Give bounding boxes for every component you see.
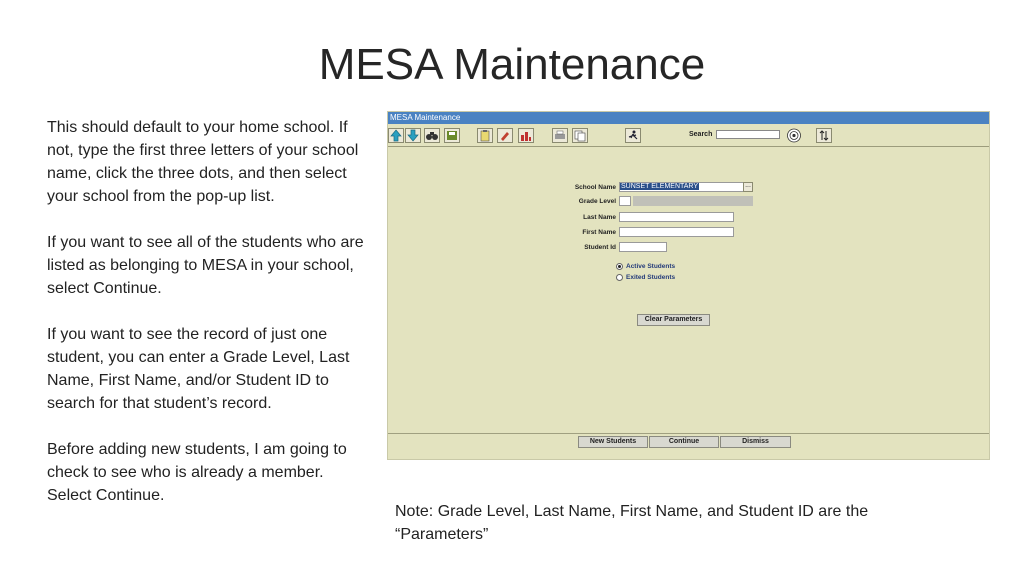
student-id-input[interactable] bbox=[619, 242, 667, 252]
first-name-label: First Name bbox=[582, 229, 616, 236]
arrow-down-icon[interactable] bbox=[405, 128, 421, 143]
window-titlebar bbox=[388, 112, 989, 124]
run-icon[interactable] bbox=[625, 128, 641, 143]
last-name-label: Last Name bbox=[583, 214, 616, 221]
exited-students-label: Exited Students bbox=[626, 274, 676, 282]
search-parameters-form bbox=[388, 148, 989, 433]
parameters-note: Note: Grade Level, Last Name, First Name, and Student ID are the “Parameters” bbox=[395, 503, 869, 543]
search-label: Search bbox=[689, 131, 713, 138]
active-students-radio[interactable] bbox=[616, 263, 675, 270]
active-students-label: Active Students bbox=[626, 263, 676, 271]
print-icon[interactable] bbox=[552, 128, 568, 143]
dismiss-button[interactable]: Dismiss bbox=[720, 436, 791, 448]
student-id-label: Student Id bbox=[584, 244, 616, 251]
school-name-value: SUNSET ELEMENTARY bbox=[621, 183, 699, 190]
target-icon[interactable] bbox=[786, 128, 802, 143]
school-lookup-button[interactable]: ... bbox=[743, 182, 753, 192]
school-name-field[interactable] bbox=[619, 182, 744, 192]
search-input[interactable] bbox=[716, 130, 780, 139]
continue-button[interactable]: Continue bbox=[649, 436, 719, 448]
instruction-paragraph-4: Before adding new students, I am going to check to see who is already a member. Select Continue. bbox=[47, 441, 347, 504]
clear-parameters-button[interactable]: Clear Parameters bbox=[637, 314, 710, 326]
chart-icon[interactable] bbox=[518, 128, 534, 143]
save-icon[interactable] bbox=[444, 128, 460, 143]
grade-level-label: Grade Level bbox=[578, 198, 616, 205]
instruction-paragraph-1: This should default to your home school. If not, type the first three letters of your school name, click the three dots, and then select your school from the pop-up list. bbox=[47, 119, 359, 205]
mesa-maintenance-window bbox=[387, 111, 990, 460]
edit-icon[interactable] bbox=[497, 128, 513, 143]
last-name-input[interactable] bbox=[619, 212, 734, 222]
radio-unselected-icon bbox=[616, 274, 623, 281]
grade-level-description bbox=[633, 196, 753, 206]
binoculars-icon[interactable] bbox=[424, 128, 440, 143]
instruction-paragraph-3: If you want to see the record of just one student, you can enter a Grade Level, Last Name, First Name, and/or Student ID to search for that student’s record. bbox=[47, 326, 350, 412]
sort-icon[interactable] bbox=[816, 128, 832, 143]
action-bar bbox=[388, 433, 989, 461]
instructions-text bbox=[47, 116, 365, 530]
copy-icon[interactable] bbox=[572, 128, 588, 143]
exited-students-radio[interactable] bbox=[616, 274, 675, 281]
arrow-up-icon[interactable] bbox=[388, 128, 404, 143]
clipboard-icon[interactable] bbox=[477, 128, 493, 143]
toolbar bbox=[388, 124, 989, 147]
first-name-input[interactable] bbox=[619, 227, 734, 237]
radio-selected-icon bbox=[616, 263, 623, 270]
window-title: MESA Maintenance bbox=[390, 113, 461, 122]
grade-level-input[interactable] bbox=[619, 196, 631, 206]
slide-title: MESA Maintenance bbox=[318, 40, 706, 89]
instruction-paragraph-2: If you want to see all of the students who are listed as belonging to MESA in your school, select Continue. bbox=[47, 234, 364, 297]
new-students-button[interactable]: New Students bbox=[578, 436, 648, 448]
school-name-label: School Name bbox=[574, 184, 616, 191]
